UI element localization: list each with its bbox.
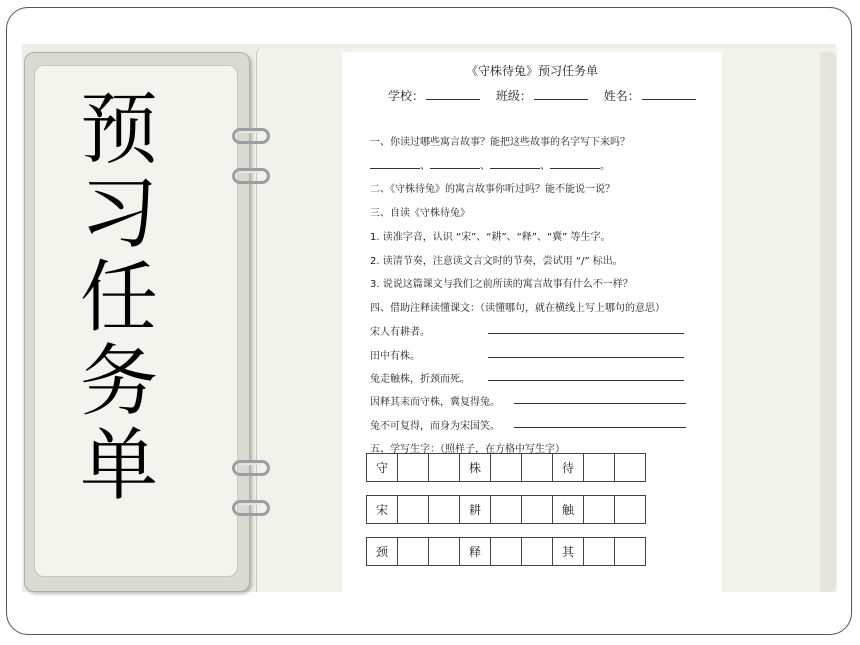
separator: 、: [420, 161, 430, 172]
grid-cell[interactable]: [398, 496, 429, 524]
grid-cell[interactable]: [429, 454, 460, 482]
cover-title-char: 单: [79, 421, 158, 511]
cover-title: [64, 85, 174, 511]
grid-cell[interactable]: [491, 538, 522, 566]
story-name-field[interactable]: [430, 159, 480, 169]
class-label: 班级：: [495, 89, 532, 103]
classical-sentence: 因释其耒而守株，冀复得兔。: [370, 397, 500, 408]
story-name-field[interactable]: [370, 159, 420, 169]
character-grid: [366, 453, 646, 482]
binder-ring-icon: [232, 128, 272, 146]
grid-cell[interactable]: [398, 454, 429, 482]
classical-sentence: 兔不可复得，而身为宋国笑。: [370, 421, 500, 432]
grid-cell[interactable]: [429, 538, 460, 566]
grid-cell: 颈: [367, 538, 398, 566]
grid-cell[interactable]: [615, 538, 646, 566]
grid-row: [367, 538, 646, 566]
meaning-answer-line[interactable]: [488, 357, 684, 358]
classical-sentence: 兔走触株，折颈而死。: [370, 374, 470, 385]
character-grid: [366, 537, 646, 566]
class-field[interactable]: [534, 89, 588, 100]
grid-cell[interactable]: [615, 496, 646, 524]
grid-cell[interactable]: [584, 538, 615, 566]
end-mark: 。: [600, 161, 610, 172]
separator: 、: [540, 161, 550, 172]
grid-cell[interactable]: [491, 454, 522, 482]
story-name-field[interactable]: [490, 159, 540, 169]
grid-cell: 株: [460, 454, 491, 482]
grid-cell[interactable]: [429, 496, 460, 524]
grid-cell[interactable]: [522, 496, 553, 524]
student-info-row: [388, 87, 696, 104]
cover-title-char: 任: [79, 253, 158, 343]
cover-title-char: 习: [79, 169, 158, 259]
grid-cell[interactable]: [584, 454, 615, 482]
grid-cell: 守: [367, 454, 398, 482]
question-4: 四、借助注释读懂课文：（读懂哪句，就在横线上写上哪句的意思）: [370, 303, 665, 314]
meaning-answer-line[interactable]: [514, 403, 686, 404]
name-label: 姓名：: [603, 89, 640, 103]
question-1: 一、你读过哪些寓言故事？能把这些故事的名字写下来吗？: [370, 137, 630, 148]
question-3: 三、自读《守株待兔》: [370, 208, 470, 219]
school-field[interactable]: [426, 89, 480, 100]
grid-cell[interactable]: [584, 496, 615, 524]
question-5: 五、学写生字：（照样子，在方格中写生字）: [370, 444, 565, 455]
name-field[interactable]: [642, 89, 696, 100]
grid-cell[interactable]: [398, 538, 429, 566]
worksheet: [342, 52, 722, 592]
grid-cell[interactable]: [522, 454, 553, 482]
binder-ring-icon: [232, 168, 272, 186]
question-2: 二、《守株待兔》的寓言故事你听过吗？能不能说一说？: [370, 184, 615, 195]
grid-cell: 宋: [367, 496, 398, 524]
binder-ring-icon: [232, 500, 272, 518]
question-3-item: 2. 读清节奏，注意读文言文时的节奏，尝试用 “/” 标出。: [370, 256, 623, 267]
grid-row: [367, 496, 646, 524]
character-grid: [366, 495, 646, 524]
meaning-answer-line[interactable]: [488, 333, 684, 334]
separator: 、: [480, 161, 490, 172]
page-edge: [820, 52, 836, 592]
grid-row: [367, 454, 646, 482]
grid-cell: 其: [553, 538, 584, 566]
grid-cell[interactable]: [522, 538, 553, 566]
grid-cell[interactable]: [491, 496, 522, 524]
cover-title-char: 务: [79, 337, 158, 427]
question-3-item: 3. 说说这篇课文与我们之前所读的寓言故事有什么不一样？: [370, 279, 633, 290]
question-3-item: 1. 读准字音，认识 “宋”、“耕”、“释”、“冀” 等生字。: [370, 232, 611, 243]
binder-ring-icon: [232, 460, 272, 478]
grid-cell: 触: [553, 496, 584, 524]
cover-title-char: 预: [79, 85, 158, 175]
school-label: 学校：: [388, 89, 425, 103]
story-name-field[interactable]: [550, 159, 600, 169]
grid-cell[interactable]: [615, 454, 646, 482]
grid-cell: 待: [553, 454, 584, 482]
grid-cell: 释: [460, 538, 491, 566]
classical-sentence: 田中有株。: [370, 351, 420, 362]
classical-sentence: 宋人有耕者。: [370, 327, 430, 338]
grid-cell: 耕: [460, 496, 491, 524]
meaning-answer-line[interactable]: [488, 380, 684, 381]
meaning-answer-line[interactable]: [514, 427, 686, 428]
worksheet-title: 《守株待兔》预习任务单: [465, 64, 598, 78]
story-name-blanks: [370, 157, 610, 172]
